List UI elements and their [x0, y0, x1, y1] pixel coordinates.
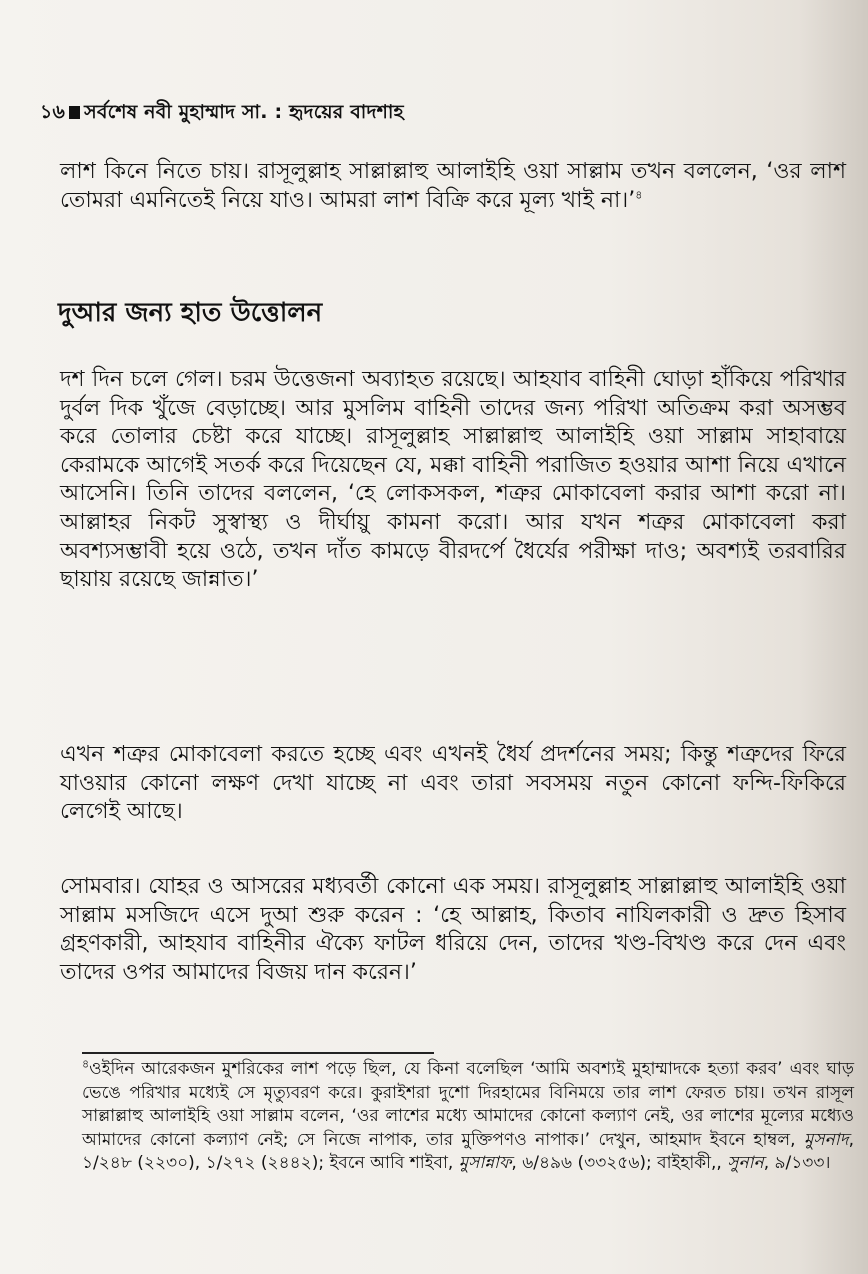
footnote — [82, 1058, 854, 1176]
footnote-musnad: মুসনাদ — [803, 1129, 849, 1150]
footnote-text-4: , ৯/১৩৩। — [763, 1153, 831, 1174]
footnote-ref: ৪ — [635, 188, 643, 202]
running-head — [40, 98, 404, 130]
paragraph-2: দশ দিন চলে গেল। চরম উত্তেজনা অব্যাহত রয়েছে। আহযাব বাহিনী ঘোড়া হাঁকিয়ে পরিখার দুর্বল দিক খুঁজে বেড়াচ্ছে। আর মুসলিম বাহিনী তাদের জন্য পরিখা অতিক্রম করা অসম্ভব করে তোলার চেষ্টা করে যাচ্ছে। রাসূলুল্লাহ সাল্লাল্লাহু আলাইহি ওয়া সাল্লাম সাহাবায়ে কেরামকে আগেই সতর্ক করে দিয়েছেন যে, মক্কা বাহিনী পরাজিত হওয়ার আশা নিয়ে এখানে আসেনি। তিনি তাদের বললেন, ‘হে লোকসকল, শত্রুর মোকাবেলা করার আশা করো না। আল্লাহর নিকট সুস্বাস্থ্য ও দীর্ঘায়ু কামনা করো। আর যখন শত্রুর মোকাবেলা করা অবশ্যসম্ভাবী হয়ে ওঠে, তখন দাঁত কামড়ে বীরদর্পে ধৈর্যের পরীক্ষা দাও; অবশ্যই তরবারির ছায়ায় রয়েছে জান্নাত।’ — [60, 367, 846, 593]
footnote-text-1: ওইদিন আরেকজন মুশরিকের লাশ পড়ে ছিল, যে কিনা বলেছিল ‘আমি অবশ্যই মুহাম্মাদকে হত্যা করব’ এবং ঘাড় ভেঙে পরিখার মধ্যেই সে মৃত্যুবরণ করে। কুরাইশরা দুশো দিরহামের বিনিময়ে তার লাশ ফেরত চায়। তখন রাসূল সাল্লাল্লাহু আলাইহি ওয়া সাল্লাম বলেন, ‘ওর লাশের মধ্যে আমাদের কোনো কল্যাণ নেই, ওর লাশের মূল্যের মধ্যেও আমাদের কোনো কল্যাণ নেই; সে নিজে নাপাক, তার মুক্তিপণও নাপাক।’ দেখুন, আহমাদ ইবনে হাম্বল, — [82, 1059, 854, 1150]
footnote-text-2: , ১/২৪৮ (২২৩০), ১/২৭২ (২৪৪২); ইবনে আবি শাইবা, — [82, 1129, 854, 1174]
footnote-text-3: , ৬/৪৯৬ (৩৩২৫৬); বাইহাকী,, — [511, 1153, 728, 1174]
running-head-title: সর্বশেষ নবী মুহাম্মাদ সা. : হৃদয়ের বাদশাহ — [84, 101, 404, 123]
paragraph-1 — [60, 158, 846, 215]
paragraph-3: এখন শত্রুর মোকাবেলা করতে হচ্ছে এবং এখনই ধৈর্য প্রদর্শনের সময়; কিন্তু শত্রুদের ফিরে যাওয়ার কোনো লক্ষণ দেখা যাচ্ছে না এবং তারা সবসময় নতুন কোনো ফন্দি-ফিকিরে লেগেই আছে। — [60, 742, 846, 825]
section-heading: দুআর জন্য হাত উত্তোলন — [58, 298, 323, 328]
square-bullet-icon — [69, 106, 80, 119]
footnote-musannaf: মুসান্নাফ — [458, 1153, 512, 1174]
paragraph-1-text: লাশ কিনে নিতে চায়। রাসূলুল্লাহ সাল্লাল্লাহু আলাইহি ওয়া সাল্লাম তখন বললেন, ‘ওর লাশ তোমরা এমনিতেই নিয়ে যাও। আমরা লাশ বিক্রি করে মূল্য খাই না।’ — [60, 159, 846, 213]
footnote-divider — [82, 1052, 434, 1054]
footnote-marker: ৪ — [82, 1057, 90, 1071]
paragraph-4: সোমবার। যোহর ও আসরের মধ্যবর্তী কোনো এক সময়। রাসূলুল্লাহ সাল্লাল্লাহু আলাইহি ওয়া সাল্লাম মসজিদে এসে দুআ শুরু করেন : ‘হে আল্লাহ, কিতাব নাযিলকারী ও দ্রুত হিসাব গ্রহণকারী, আহযাব বাহিনীর ঐক্যে ফাটল ধরিয়ে দেন, তাদের খণ্ড-বিখণ্ড করে দেন এবং তাদের ওপর আমাদের বিজয় দান করেন।’ — [60, 874, 846, 985]
footnote-sunan: সুনান — [727, 1153, 764, 1174]
page-number: ১৬ — [40, 101, 66, 123]
